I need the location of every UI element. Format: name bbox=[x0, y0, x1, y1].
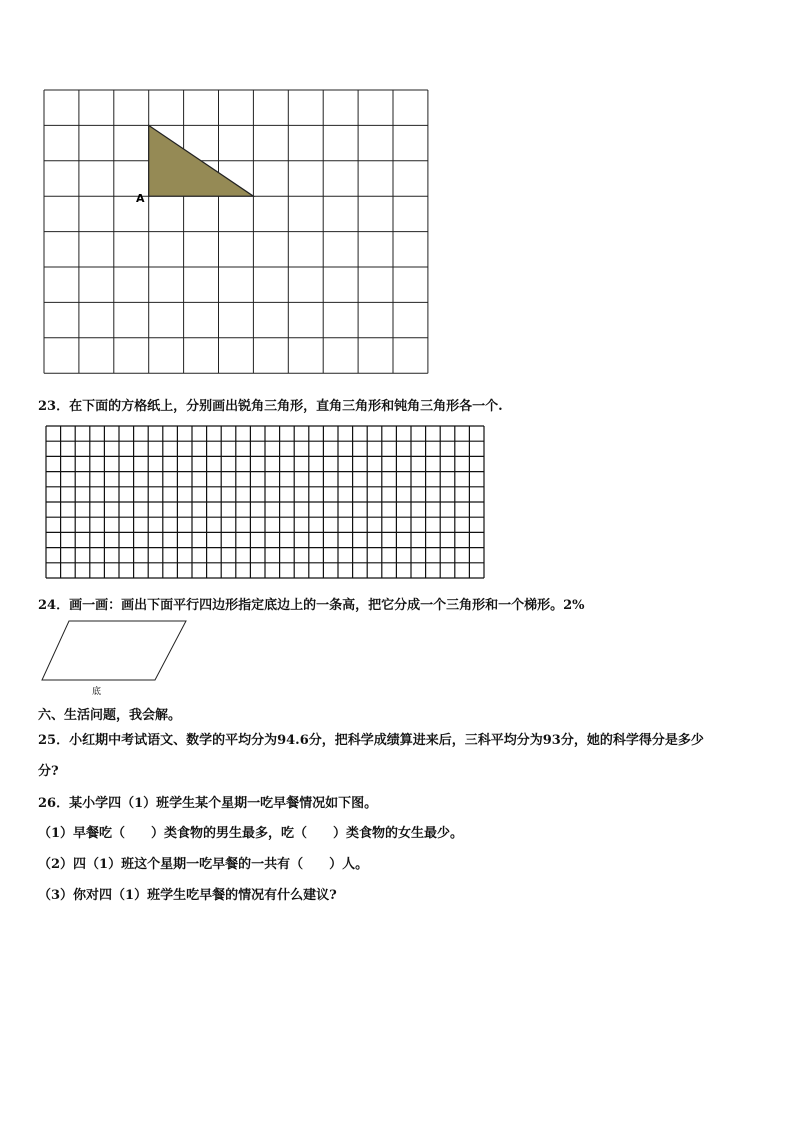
question-26-sub2: （2）四（1）班这个星期一吃早餐的一共有（ ）人。 bbox=[38, 857, 369, 872]
question-25-line1: 25．小红期中考试语文、数学的平均分为94.6分，把科学成绩算进来后，三科平均分为93分，她的科学得分是多少 bbox=[38, 733, 704, 748]
section-6-heading: 六、生活问题，我会解。 bbox=[38, 708, 182, 723]
grid-figure-triangle bbox=[40, 88, 430, 378]
question-23: 23．在下面的方格纸上，分别画出锐角三角形，直角三角形和钝角三角形各一个. bbox=[38, 399, 503, 414]
question-26-intro: 26．某小学四（1）班学生某个星期一吃早餐情况如下图。 bbox=[38, 796, 378, 811]
question-24: 24．画一画：画出下面平行四边形指定底边上的一条高，把它分成一个三角形和一个梯形。2% bbox=[38, 598, 585, 613]
question-26-sub1: （1）早餐吃（ ）类食物的男生最多，吃（ ）类食物的女生最少。 bbox=[38, 826, 464, 841]
grid-paper bbox=[44, 424, 488, 582]
point-a-label: A bbox=[136, 192, 145, 205]
parallelogram-figure bbox=[38, 616, 192, 700]
question-26-sub3: （3）你对四（1）班学生吃早餐的情况有什么建议? bbox=[38, 888, 337, 903]
question-25-line2: 分? bbox=[38, 764, 59, 779]
parallelogram bbox=[42, 621, 186, 680]
base-label: 底 bbox=[92, 687, 102, 697]
